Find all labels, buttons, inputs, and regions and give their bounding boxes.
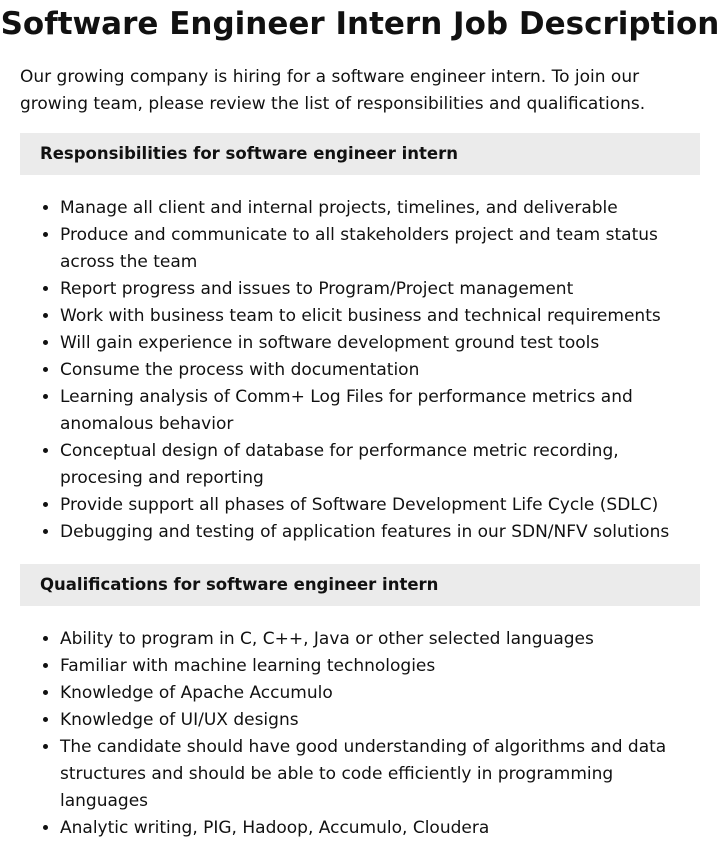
list-item: • Will gain experience in software development ground test tools xyxy=(60,330,700,357)
list-item: • Work with business team to elicit business and technical requirements xyxy=(60,303,700,330)
list-item: • Report progress and issues to Program/Project management xyxy=(60,276,700,303)
intro-text: Our growing company is hiring for a software engineer intern. To join our growing team, please review the list of responsibilities and qualifications. xyxy=(20,67,646,114)
list-item: • Manage all client and internal projects, timelines, and deliverable xyxy=(60,195,700,222)
list-item: • Ability to program in C, C++, Java or other selected languages xyxy=(60,626,700,653)
list-item: • Consume the process with documentation xyxy=(60,357,700,384)
page-title: Software Engineer Intern Job Description xyxy=(0,6,720,42)
list-item: • Conceptual design of database for performance metric recording, procesing and reporting xyxy=(60,438,700,492)
list-item: • Learning analysis of Comm+ Log Files for performance metrics and anomalous behavior xyxy=(60,384,700,438)
list-item: • Provide support all phases of Software Development Life Cycle (SDLC) xyxy=(60,492,700,519)
list-item: • Knowledge of UI/UX designs xyxy=(60,707,700,734)
list-item: • Knowledge of Apache Accumulo xyxy=(60,680,700,707)
list-item: • Analytic writing, PIG, Hadoop, Accumulo, Cloudera xyxy=(60,815,700,842)
qualifications-heading: Qualifications for software engineer intern xyxy=(20,564,700,606)
list-item: • Familiar with machine learning technologies xyxy=(60,653,700,680)
list-item: • The candidate should have good understanding of algorithms and data structures and should be able to code efficiently in programming languages xyxy=(60,734,700,815)
list-item: • Produce and communicate to all stakeholders project and team status across the team xyxy=(60,222,700,276)
responsibilities-list xyxy=(20,195,700,546)
list-item: • Debugging and testing of application features in our SDN/NFV solutions xyxy=(60,519,700,546)
qualifications-list xyxy=(20,626,700,842)
responsibilities-heading: Responsibilities for software engineer intern xyxy=(20,133,700,175)
